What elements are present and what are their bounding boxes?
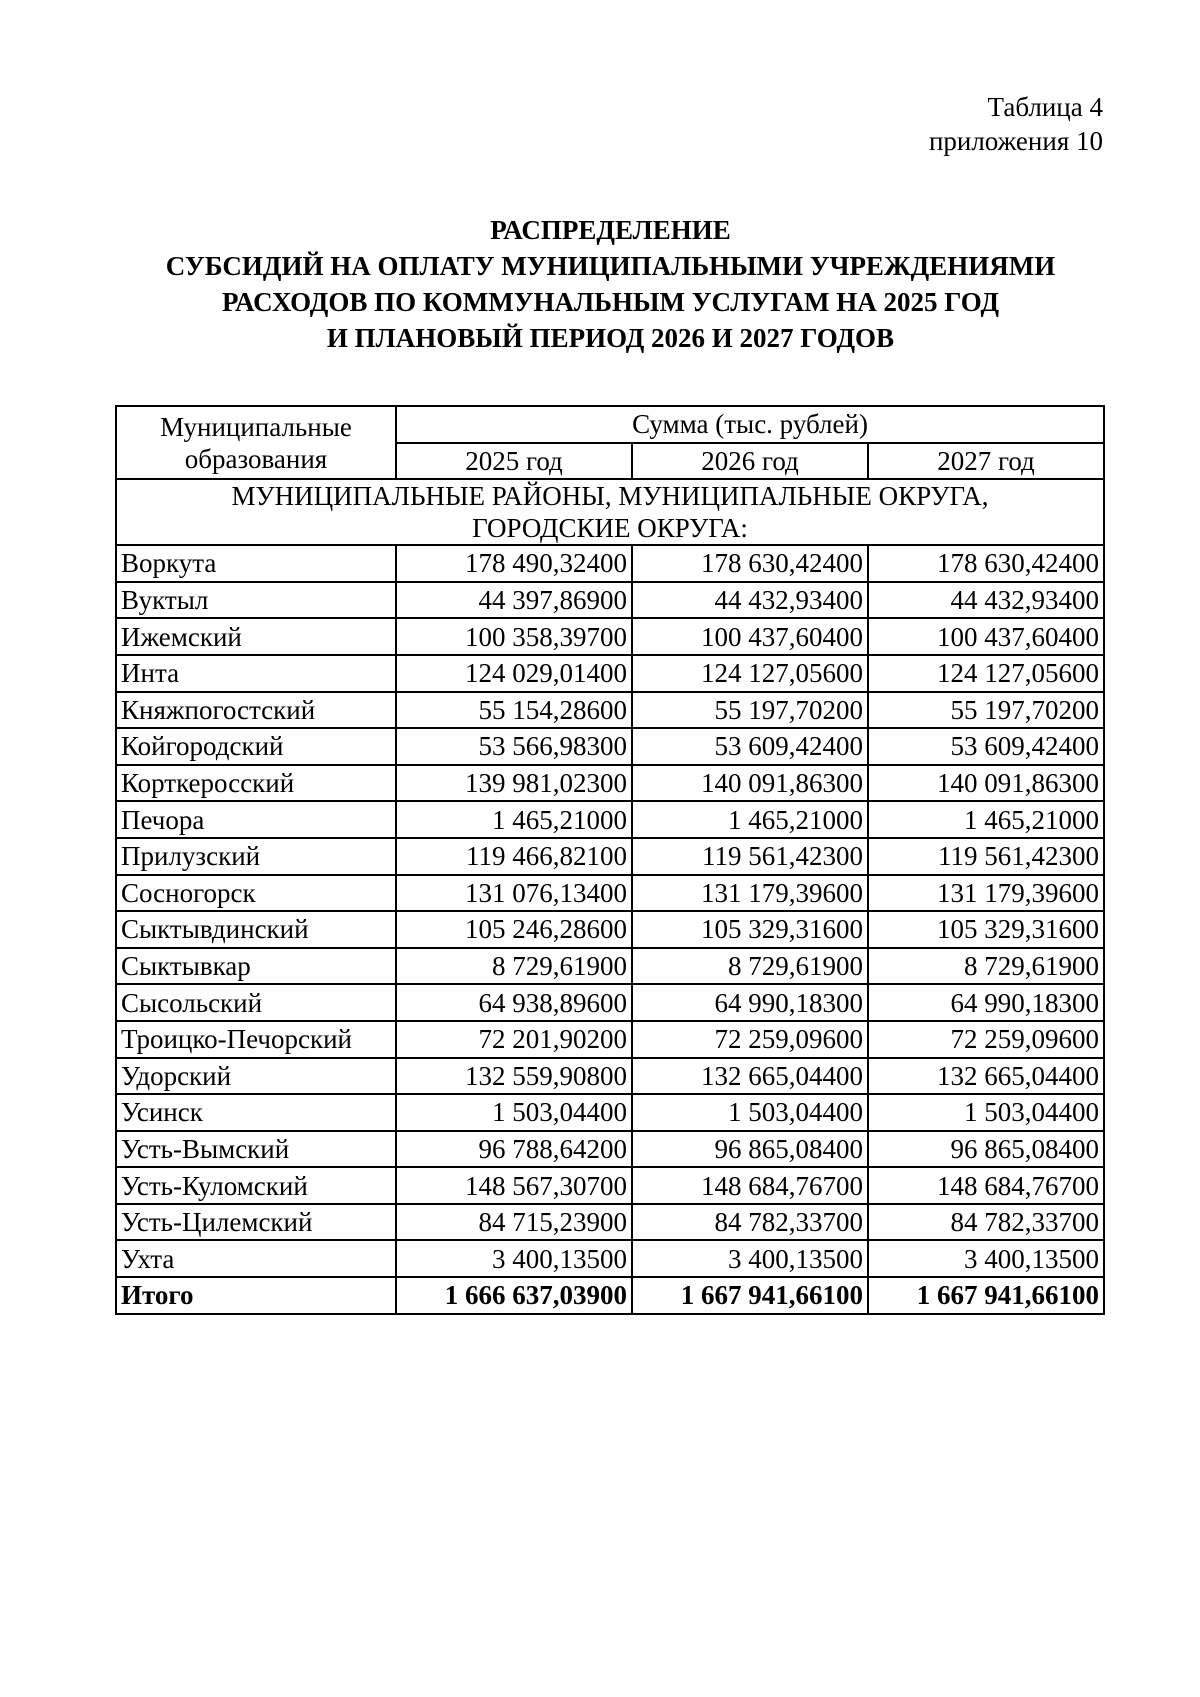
amount-2027: 148 684,76700 [868, 1167, 1104, 1204]
header-municipality [116, 406, 396, 479]
table-row [116, 765, 1104, 802]
header-municipality-line-1: Муниципальные [160, 411, 352, 442]
amount-2025: 55 154,28600 [396, 692, 632, 729]
total-2025: 1 666 637,03900 [396, 1277, 632, 1314]
amount-2025: 105 246,28600 [396, 911, 632, 948]
document-title [0, 212, 1200, 356]
amount-2026: 53 609,42400 [632, 728, 868, 765]
amount-2026: 131 179,39600 [632, 875, 868, 912]
appendix-annex-number: приложения 10 [928, 126, 1103, 156]
table-row [116, 655, 1104, 692]
amount-2027: 131 179,39600 [868, 875, 1104, 912]
municipality-name: Прилузский [116, 838, 396, 875]
table-row [116, 1021, 1104, 1058]
amount-2026: 64 990,18300 [632, 984, 868, 1021]
amount-2026: 148 684,76700 [632, 1167, 868, 1204]
municipality-name: Сыктывкар [116, 948, 396, 985]
table-row [116, 1131, 1104, 1168]
amount-2025: 64 938,89600 [396, 984, 632, 1021]
appendix-table-number: Таблица 4 [987, 92, 1103, 122]
amount-2025: 178 490,32400 [396, 545, 632, 582]
amount-2027: 53 609,42400 [868, 728, 1104, 765]
amount-2025: 124 029,01400 [396, 655, 632, 692]
table-row [116, 1167, 1104, 1204]
amount-2026: 105 329,31600 [632, 911, 868, 948]
amount-2025: 44 397,86900 [396, 582, 632, 619]
section-heading [116, 479, 1104, 545]
amount-2025: 119 466,82100 [396, 838, 632, 875]
amount-2027: 84 782,33700 [868, 1204, 1104, 1241]
title-line-2: СУБСИДИЙ НА ОПЛАТУ МУНИЦИПАЛЬНЫМИ УЧРЕЖДЕНИЯМИ [165, 251, 1056, 281]
header-municipality-line-2: образования [184, 443, 328, 474]
amount-2027: 132 665,04400 [868, 1058, 1104, 1095]
municipality-name: Усинск [116, 1094, 396, 1131]
amount-2026: 119 561,42300 [632, 838, 868, 875]
table-row [116, 948, 1104, 985]
municipality-name: Усть-Цилемский [116, 1204, 396, 1241]
municipality-name: Корткеросский [116, 765, 396, 802]
amount-2026: 96 865,08400 [632, 1131, 868, 1168]
amount-2027: 178 630,42400 [868, 545, 1104, 582]
title-line-3: РАСХОДОВ ПО КОММУНАЛЬНЫМ УСЛУГАМ НА 2025 ГОД [221, 287, 1000, 317]
section-heading-line-1: МУНИЦИПАЛЬНЫЕ РАЙОНЫ, МУНИЦИПАЛЬНЫЕ ОКРУГА, [231, 481, 989, 512]
amount-2027: 100 437,60400 [868, 618, 1104, 655]
table-row [116, 618, 1104, 655]
municipality-name: Воркута [116, 545, 396, 582]
amount-2027: 72 259,09600 [868, 1021, 1104, 1058]
table-row [116, 1094, 1104, 1131]
header-year-2025: 2025 год [396, 443, 632, 480]
amount-2027: 124 127,05600 [868, 655, 1104, 692]
section-row [116, 479, 1104, 545]
municipality-name: Усть-Куломский [116, 1167, 396, 1204]
total-label: Итого [116, 1277, 396, 1314]
amount-2027: 1 465,21000 [868, 801, 1104, 838]
municipality-name: Усть-Вымский [116, 1131, 396, 1168]
amount-2026: 100 437,60400 [632, 618, 868, 655]
amount-2027: 3 400,13500 [868, 1240, 1104, 1277]
amount-2025: 139 981,02300 [396, 765, 632, 802]
amount-2026: 44 432,93400 [632, 582, 868, 619]
amount-2025: 72 201,90200 [396, 1021, 632, 1058]
amount-2027: 55 197,70200 [868, 692, 1104, 729]
header-year-2027: 2027 год [868, 443, 1104, 480]
table-row [116, 1058, 1104, 1095]
amount-2026: 140 091,86300 [632, 765, 868, 802]
table-row [116, 1240, 1104, 1277]
table-row [116, 692, 1104, 729]
section-heading-line-2: ГОРОДСКИЕ ОКРУГА: [472, 513, 748, 544]
title-line-4: И ПЛАНОВЫЙ ПЕРИОД 2026 И 2027 ГОДОВ [326, 323, 895, 353]
amount-2025: 3 400,13500 [396, 1240, 632, 1277]
amount-2026: 3 400,13500 [632, 1240, 868, 1277]
amount-2025: 84 715,23900 [396, 1204, 632, 1241]
amount-2025: 96 788,64200 [396, 1131, 632, 1168]
amount-2026: 72 259,09600 [632, 1021, 868, 1058]
total-row [116, 1277, 1104, 1314]
municipality-name: Вуктыл [116, 582, 396, 619]
table-row [116, 801, 1104, 838]
amount-2027: 96 865,08400 [868, 1131, 1104, 1168]
table-row [116, 582, 1104, 619]
amount-2027: 105 329,31600 [868, 911, 1104, 948]
amount-2025: 53 566,98300 [396, 728, 632, 765]
table-row [116, 875, 1104, 912]
total-2027: 1 667 941,66100 [868, 1277, 1104, 1314]
table-row [116, 1204, 1104, 1241]
table-row [116, 545, 1104, 582]
municipality-name: Печора [116, 801, 396, 838]
appendix-reference [929, 90, 1103, 158]
header-year-2026: 2026 год [632, 443, 868, 480]
municipality-name: Инта [116, 655, 396, 692]
amount-2027: 1 503,04400 [868, 1094, 1104, 1131]
table-row [116, 838, 1104, 875]
amount-2025: 1 465,21000 [396, 801, 632, 838]
municipality-name: Сосногорск [116, 875, 396, 912]
amount-2027: 44 432,93400 [868, 582, 1104, 619]
amount-2026: 8 729,61900 [632, 948, 868, 985]
table-row [116, 728, 1104, 765]
amount-2027: 140 091,86300 [868, 765, 1104, 802]
amount-2027: 64 990,18300 [868, 984, 1104, 1021]
total-2026: 1 667 941,66100 [632, 1277, 868, 1314]
title-line-1: РАСПРЕДЕЛЕНИЕ [490, 215, 731, 245]
amount-2025: 148 567,30700 [396, 1167, 632, 1204]
municipality-name: Ижемский [116, 618, 396, 655]
amount-2025: 100 358,39700 [396, 618, 632, 655]
amount-2025: 131 076,13400 [396, 875, 632, 912]
amount-2026: 1 465,21000 [632, 801, 868, 838]
subsidy-distribution-table [115, 405, 1105, 1315]
amount-2025: 8 729,61900 [396, 948, 632, 985]
municipality-name: Койгородский [116, 728, 396, 765]
table-row [116, 911, 1104, 948]
amount-2026: 84 782,33700 [632, 1204, 868, 1241]
municipality-name: Княжпогостский [116, 692, 396, 729]
municipality-name: Троицко-Печорский [116, 1021, 396, 1058]
amount-2025: 132 559,90800 [396, 1058, 632, 1095]
amount-2025: 1 503,04400 [396, 1094, 632, 1131]
header-row-top [116, 406, 1104, 443]
amount-2026: 132 665,04400 [632, 1058, 868, 1095]
amount-2026: 124 127,05600 [632, 655, 868, 692]
municipality-name: Сысольский [116, 984, 396, 1021]
amount-2026: 178 630,42400 [632, 545, 868, 582]
amount-2026: 55 197,70200 [632, 692, 868, 729]
table-row [116, 984, 1104, 1021]
amount-2027: 119 561,42300 [868, 838, 1104, 875]
header-sum: Сумма (тыс. рублей) [396, 406, 1104, 443]
municipality-name: Удорский [116, 1058, 396, 1095]
municipality-name: Сыктывдинский [116, 911, 396, 948]
municipality-name: Ухта [116, 1240, 396, 1277]
amount-2026: 1 503,04400 [632, 1094, 868, 1131]
amount-2027: 8 729,61900 [868, 948, 1104, 985]
